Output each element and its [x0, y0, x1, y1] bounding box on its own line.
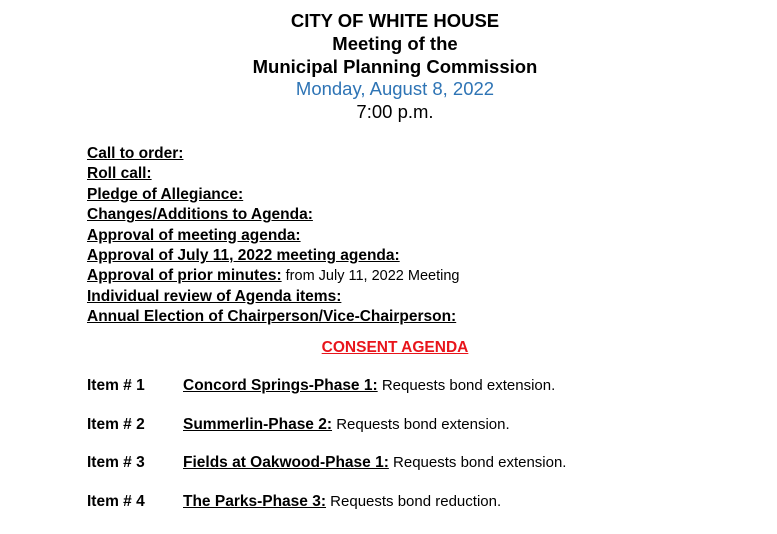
item-number: Item # 1 [87, 377, 145, 394]
list-item-label: Approval of meeting agenda: [87, 226, 301, 244]
item-name: Summerlin-Phase 2: [183, 416, 333, 433]
city-title: CITY OF WHITE HOUSE [290, 10, 500, 31]
list-item [87, 164, 459, 184]
agenda-item [87, 376, 555, 396]
meeting-time: 7:00 p.m. [356, 101, 434, 122]
item-name: Concord Springs-Phase 1: [183, 377, 378, 394]
item-description: Requests bond extension. [388, 454, 567, 471]
item-name: Fields at Oakwood-Phase 1: [183, 454, 389, 471]
agenda-item [87, 453, 566, 473]
list-item-detail: from July 11, 2022 Meeting [281, 268, 460, 285]
list-item-label: Approval of July 11, 2022 meeting agenda: [87, 247, 400, 265]
list-item-label: Pledge of Allegiance: [87, 185, 244, 203]
list-item [87, 246, 459, 266]
item-description: Requests bond extension. [377, 377, 556, 394]
item-number: Item # 3 [87, 454, 145, 471]
list-item [87, 226, 459, 246]
item-description: Requests bond extension. [332, 416, 510, 433]
commission-title: Municipal Planning Commission [252, 56, 538, 77]
item-name: The Parks-Phase 3: [183, 493, 327, 510]
meeting-of-line: Meeting of the [332, 33, 458, 54]
agenda-item [87, 415, 510, 435]
list-item [87, 144, 459, 164]
agenda-item [87, 492, 501, 512]
list-item [87, 266, 459, 286]
list-item-label: Changes/Additions to Agenda: [87, 206, 313, 224]
list-item [87, 287, 459, 307]
list-item-label: Call to order: [87, 145, 184, 162]
meeting-date: Monday, August 8, 2022 [295, 78, 495, 99]
item-number: Item # 4 [87, 493, 145, 510]
procedural-list [87, 144, 459, 328]
list-item [87, 185, 459, 205]
consent-agenda-heading: CONSENT AGENDA [321, 339, 469, 356]
list-item [87, 205, 459, 225]
list-item-label: Roll call: [87, 165, 152, 183]
item-number: Item # 2 [87, 416, 145, 433]
list-item-label: Approval of prior minutes: [87, 267, 282, 285]
list-item [87, 307, 459, 327]
list-item-label: Individual review of Agenda items: [87, 287, 342, 305]
list-item-label: Annual Election of Chairperson/Vice-Chairperson: [87, 308, 457, 326]
item-description: Requests bond reduction. [326, 493, 502, 510]
